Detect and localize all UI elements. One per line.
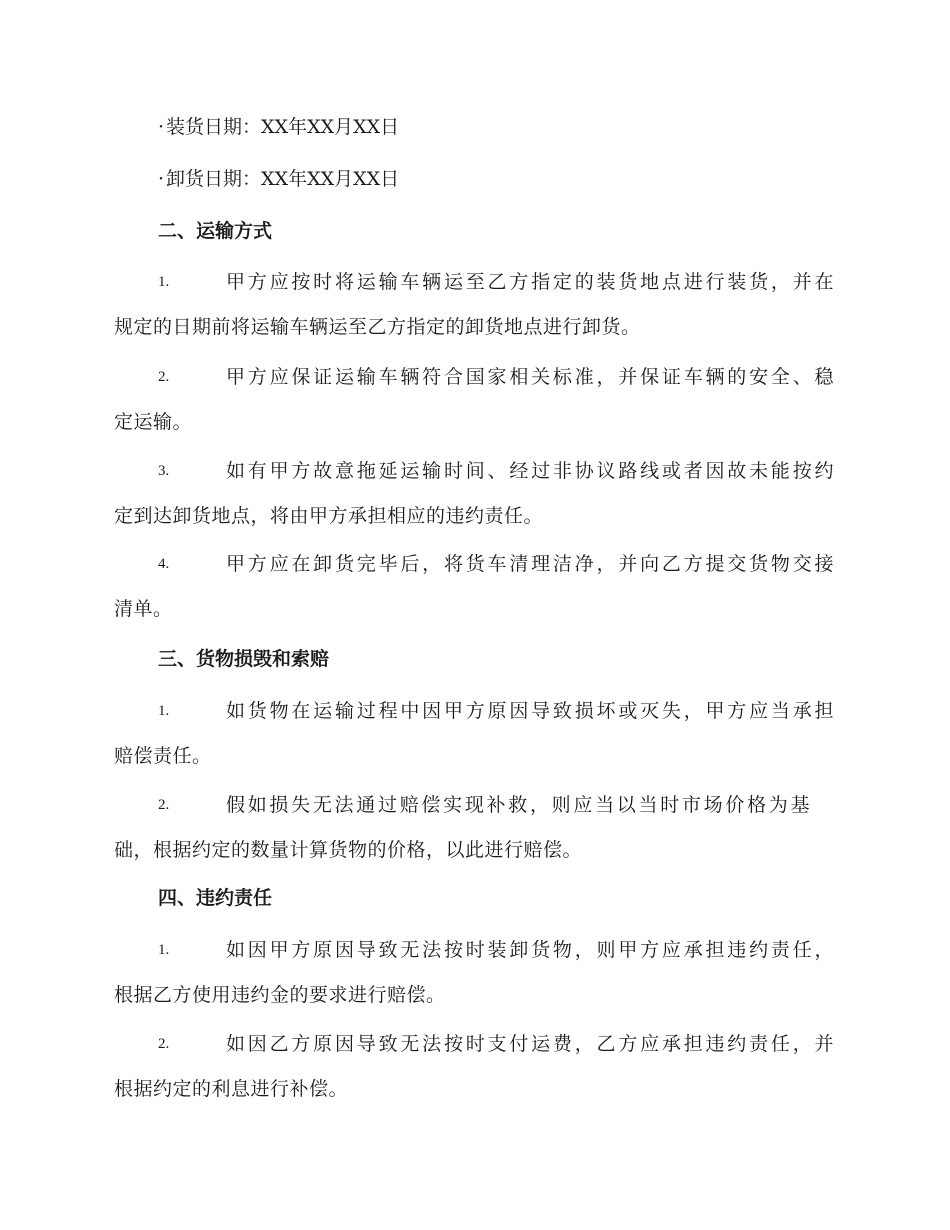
list-item [114, 938, 834, 1007]
item-text-first-line: 假如损失无法通过赔偿实现补救，则应当以当时市场价格为基 [226, 794, 810, 816]
unloading-date-value: XX年XX月XX日 [261, 168, 400, 190]
loading-date-line [158, 115, 399, 139]
item-text-first-line: 甲方应按时将运输车辆运至乙方指定的装货地点进行装货，并在 [226, 271, 834, 293]
unloading-date-line [158, 167, 399, 191]
item-text-first-line: 甲方应保证运输车辆符合国家相关标准，并保证车辆的安全、稳 [226, 366, 834, 388]
item-number: 2. [158, 369, 170, 385]
bullet: · [158, 116, 165, 138]
unloading-date-label: 卸货日期： [166, 168, 262, 190]
list-item [114, 1032, 834, 1101]
item-text-continuation: 定到达卸货地点，将由甲方承担相应的违约责任。 [114, 505, 544, 527]
item-number: 2. [158, 797, 170, 813]
loading-date-label: 装货日期： [166, 116, 262, 138]
bullet: · [158, 168, 165, 190]
item-number: 2. [158, 1036, 170, 1052]
item-text-first-line: 如货物在运输过程中因甲方原因导致损坏或灭失，甲方应当承担 [226, 700, 834, 722]
item-number: 1. [158, 274, 170, 290]
section-heading: 三、货物损毁和索赔 [158, 648, 330, 670]
item-text-first-line: 如因甲方原因导致无法按时装卸货物，则甲方应承担违约责任， [226, 939, 834, 961]
list-item [114, 270, 834, 339]
list-item [114, 365, 834, 434]
section-heading: 四、违约责任 [158, 887, 273, 909]
item-number: 3. [158, 463, 170, 479]
item-text-continuation: 赔偿责任。 [114, 745, 212, 767]
loading-date-value: XX年XX月XX日 [261, 116, 400, 138]
item-number: 4. [158, 556, 170, 572]
item-number: 1. [158, 703, 170, 719]
item-text-continuation: 础，根据约定的数量计算货物的价格，以此进行赔偿。 [114, 839, 583, 861]
item-number: 1. [158, 942, 170, 958]
item-text-continuation: 根据乙方使用违约金的要求进行赔偿。 [114, 984, 446, 1006]
item-text-first-line: 如有甲方故意拖延运输时间、经过非协议路线或者因故未能按约 [226, 460, 834, 482]
item-text-continuation: 规定的日期前将运输车辆运至乙方指定的卸货地点进行卸货。 [114, 316, 641, 338]
item-text-continuation: 定运输。 [114, 411, 193, 433]
list-item [114, 552, 834, 621]
list-item [114, 459, 834, 528]
item-text-continuation: 根据约定的利息进行补偿。 [114, 1078, 349, 1100]
section-heading: 二、运输方式 [158, 220, 273, 242]
list-item [114, 699, 834, 768]
item-text-first-line: 甲方应在卸货完毕后，将货车清理洁净，并向乙方提交货物交接 [226, 553, 834, 575]
item-text-continuation: 清单。 [114, 598, 173, 620]
list-item [114, 793, 834, 862]
item-text-first-line: 如因乙方原因导致无法按时支付运费，乙方应承担违约责任，并 [226, 1033, 834, 1055]
